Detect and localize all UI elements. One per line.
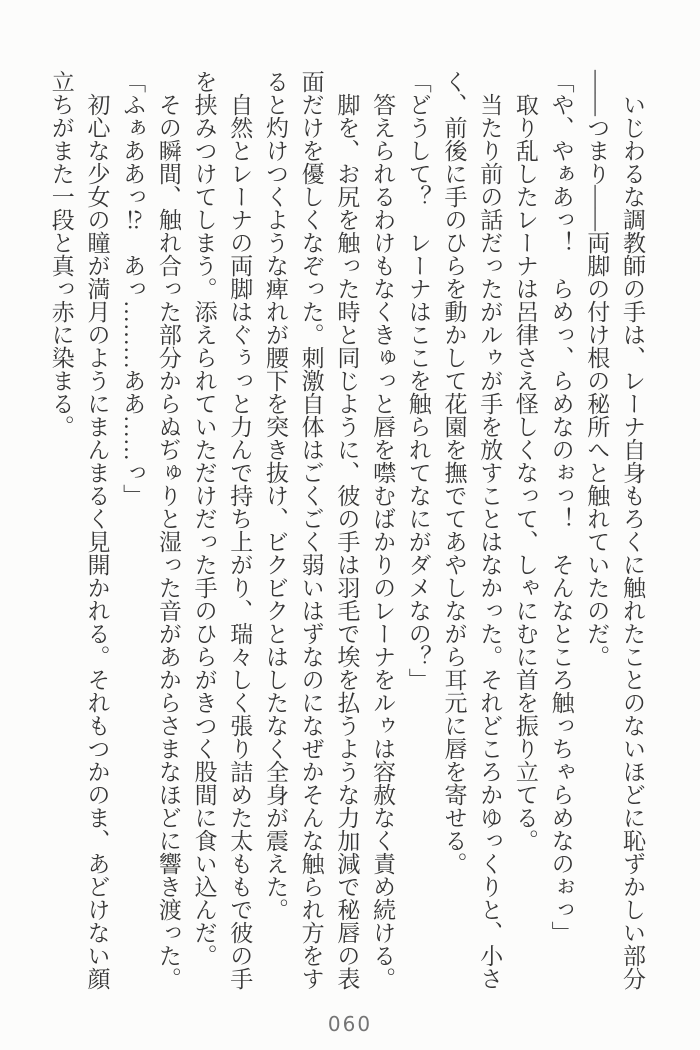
text-line: 自然とレーナの両脚はぐぅっと力んで持ち上がり、瑞々しく張り詰めた太ももで彼の手 [227,93,253,990]
text-line: いじわるな調教師の手は、レーナ自身もろくに触れたことのないほどに恥ずかしい部分 [620,93,645,990]
page-number: 060 [327,1012,373,1036]
text-line: 取り乱したレーナは呂律さえ怪しくなって、しゃにむに首を振り立てる。 [512,93,538,852]
text-line: ――つまり――両脚の付け根の秘所へと触れていたのだ。 [584,70,610,668]
text-line: 答えられるわけもなくきゅっと唇を噤むばかりのレーナをルゥは容赦なく責め続ける。 [370,93,396,990]
text-line: 当たり前の話だったがルゥが手を放すことはなかった。それどころかゆっくりと、小さ [477,93,503,990]
text-line: 「や、やぁあっ！ らめっ、らめなのぉっ！ そんなところ触っちゃらめなのぉっ」 [548,70,574,944]
text-line: その瞬間、触れ合った部分からぬぢゅりと湿った音があからさまなほどに響き渡った。 [155,93,181,990]
text-line: 初心な少女の瞳が満月のようにまんまるく見開かれる。それもつかのま、あどけない顔 [84,93,110,990]
text-line: を挟みつけてしまう。添えられていただけだった手のひらがきつく股間に食い込んだ。 [191,70,217,967]
text-line: ると灼けつくような痺れが腰下を突き抜け、ビクビクとはしたなく全身が震えた。 [262,70,288,921]
text-line: 脚を、お尻を触った時と同じように、彼の手は羽毛で埃を払うような力加減で秘唇の表 [334,93,360,990]
text-line: 面だけを優しくなぞった。刺激自体はごくごく弱いはずなのになぜかそんな触られ方をす [298,70,324,990]
text-line: く、前後に手のひらを動かして花園を撫でてあやしながら耳元に唇を寄せる。 [441,70,467,875]
text-block [42,70,650,994]
text-line: 「どうして？ レーナはここを触られてなにがダメなの？」 [405,70,431,691]
text-line: 「ふぁああっ⁉ あっ………ああ……っ」 [120,70,146,507]
text-line: 立ちがまた一段と真っ赤に染まる。 [48,70,74,438]
